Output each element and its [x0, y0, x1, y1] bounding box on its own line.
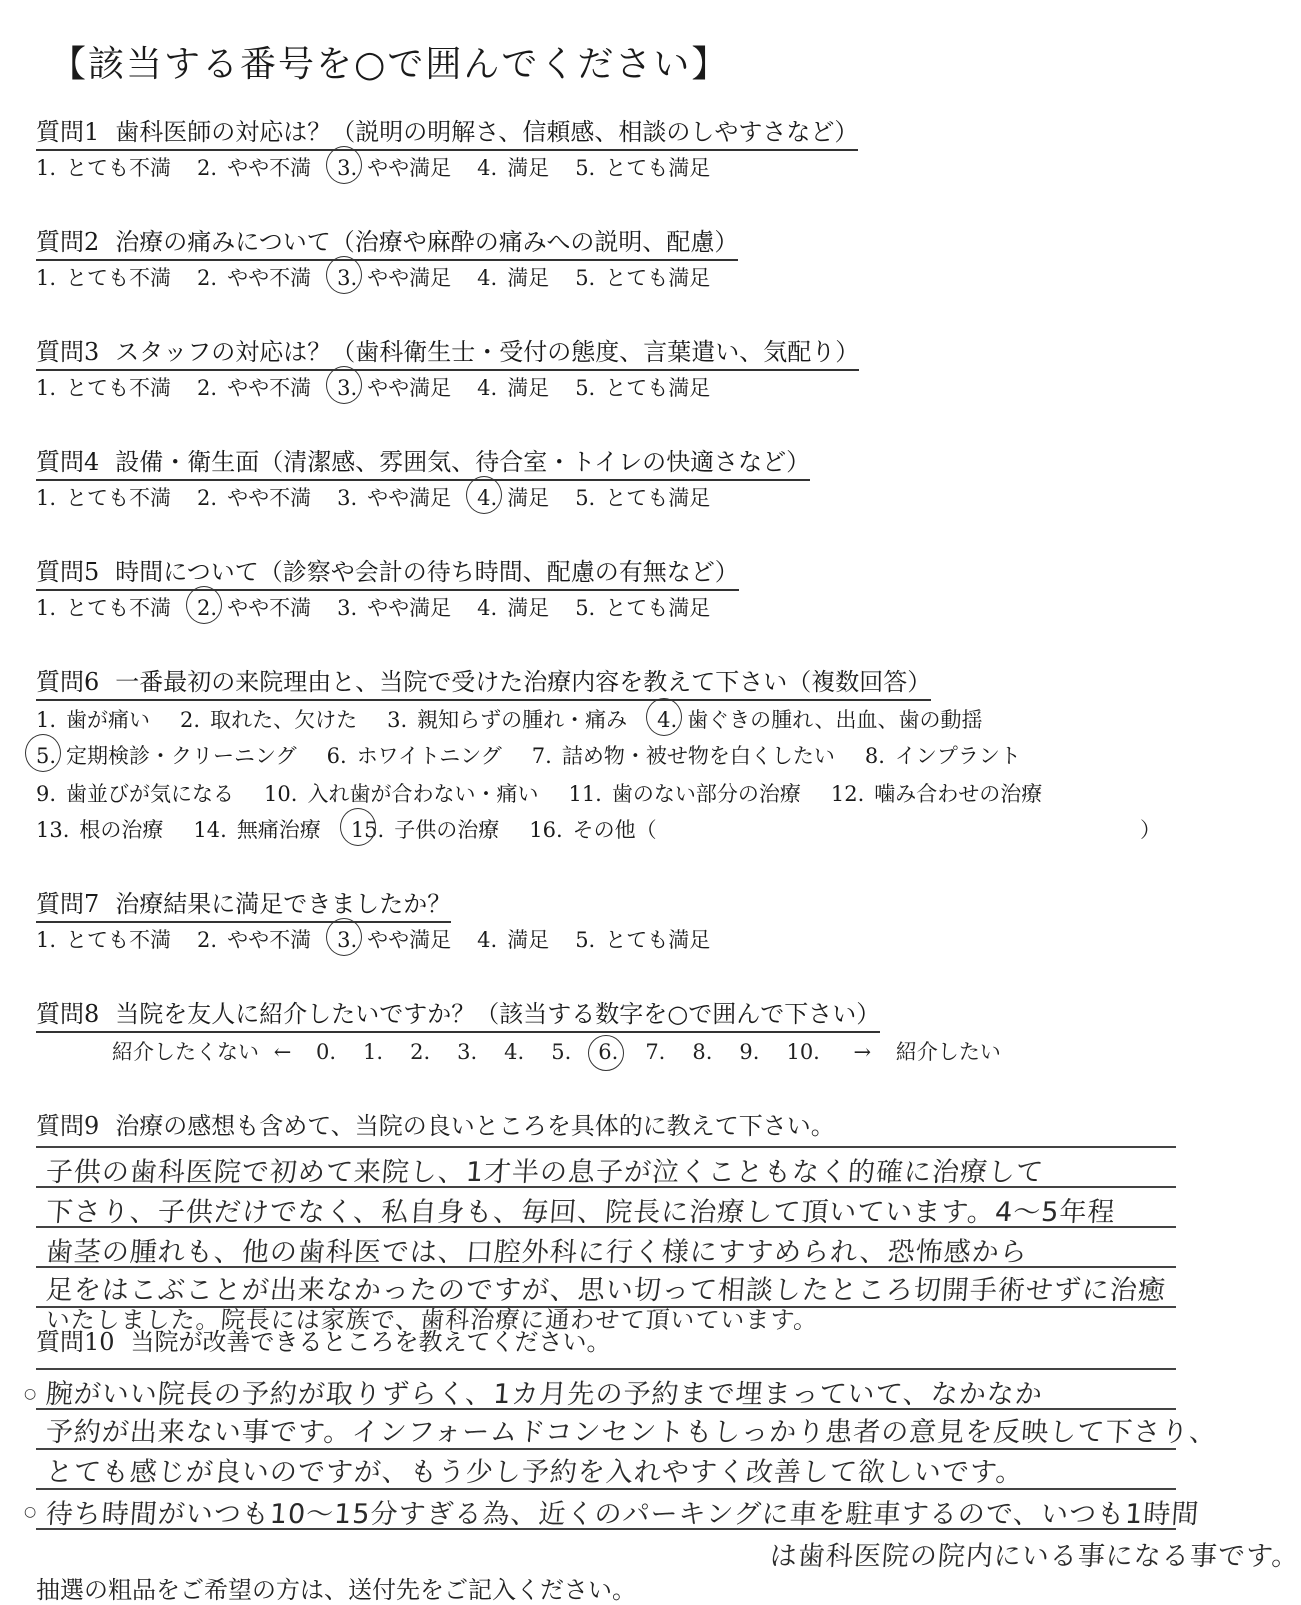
option-number: 4. [477, 596, 498, 620]
reason-option-10[interactable] [264, 778, 538, 808]
option-number: 5. [575, 376, 596, 400]
option-number: 10. [264, 782, 298, 806]
option-label: 根の治療 [79, 818, 164, 842]
question-text: 治療の感想も含めて、当院の良いところを具体的に教えて下さい。 [115, 1112, 835, 1140]
question-text: 時間について（診察や会計の待ち時間、配慮の有無など） [115, 558, 739, 586]
rating-option-4[interactable] [477, 262, 549, 292]
option-label: やや満足 [367, 376, 452, 400]
option-number: 1. [36, 486, 57, 510]
option-number: 3. [337, 596, 358, 620]
rating-option-5[interactable] [575, 592, 710, 622]
option-label: とても満足 [605, 928, 711, 952]
rating-option-3[interactable] [337, 924, 451, 954]
option-number: 1. [36, 708, 57, 732]
option-label: 満足 [507, 928, 550, 952]
option-label: 子供の治療 [394, 818, 500, 842]
option-label: とても不満 [66, 928, 172, 952]
q9-handwritten-line: 足をはこぶことが出来なかったのですが、思い切って相談したところ切開手術せずに治癒 [44, 1275, 1167, 1306]
reason-option-12[interactable] [831, 778, 1042, 808]
rating-option-3[interactable] [337, 262, 451, 292]
option-label: とても満足 [605, 376, 711, 400]
reason-option-14[interactable] [193, 814, 320, 844]
question-number: 質問2 [36, 228, 100, 256]
scale-number[interactable]: 10. [786, 1040, 820, 1064]
option-label: 歯並びが気になる [66, 782, 235, 806]
option-label: とても不満 [66, 596, 172, 620]
scale-left-label: 紹介したくない [112, 1040, 259, 1064]
scale-number[interactable]: 1. [363, 1040, 384, 1064]
option-number: 11. [568, 782, 602, 806]
scale-number[interactable]: 0. [315, 1040, 337, 1064]
scale-numbers [316, 1040, 847, 1064]
rating-option-2[interactable] [197, 924, 311, 954]
scale-right-label: 紹介したい [895, 1040, 1001, 1064]
rating-option-4[interactable] [477, 924, 549, 954]
option-label: 満足 [507, 266, 550, 290]
option-label: やや満足 [367, 486, 452, 510]
bullet-icon: ○ [24, 1386, 37, 1402]
q10-handwritten-line: は歯科医院の院内にいる事になる事です。 [768, 1541, 1301, 1572]
rating-option-4[interactable] [477, 592, 549, 622]
question-4-options [36, 482, 736, 512]
question-text: 一番最初の来院理由と、当院で受けた治療内容を教えて下さい（複数回答） [115, 668, 932, 696]
question-number: 質問6 [36, 668, 100, 696]
rating-option-1[interactable] [36, 592, 171, 622]
option-number: 2. [197, 928, 218, 952]
reason-option-1[interactable] [36, 704, 150, 734]
rating-option-4[interactable] [477, 482, 549, 512]
option-number: 1. [36, 156, 57, 180]
reason-option-11[interactable] [568, 778, 800, 808]
option-label: やや不満 [227, 156, 312, 180]
question-6-title [36, 662, 931, 701]
option-number: 4. [477, 156, 498, 180]
option-label: とても不満 [66, 156, 172, 180]
rating-option-2[interactable] [197, 152, 311, 182]
rating-option-1[interactable] [36, 924, 171, 954]
question-text: 歯科医師の対応は？（説明の明解さ、信頼感、相談のしやすさなど） [115, 118, 859, 146]
reason-option-15[interactable] [351, 814, 499, 844]
q10-handwritten-line: とても感じが良いのですが、もう少し予約を入れやすく改善して欲しいです。 [44, 1457, 1025, 1488]
scale-number[interactable]: 2. [410, 1040, 431, 1064]
question-number: 質問5 [36, 558, 100, 586]
option-number: 7. [531, 744, 552, 768]
scale-number[interactable]: 4. [504, 1040, 525, 1064]
scale-number[interactable]: 6. [598, 1040, 619, 1064]
rating-option-3[interactable] [337, 372, 451, 402]
option-number: 2. [197, 266, 218, 290]
instruction-header: 【該当する番号を○で囲んでください】 [50, 44, 730, 85]
option-number: 5. [575, 486, 596, 510]
question-number: 質問3 [36, 338, 100, 366]
option-label: 満足 [507, 486, 550, 510]
option-label: 詰め物・被せ物を白くしたい [561, 744, 835, 768]
option-number: 2. [197, 596, 218, 620]
answer-line [36, 1146, 1176, 1148]
rating-option-2[interactable] [197, 592, 311, 622]
option-label: 親知らずの腫れ・痛み [417, 708, 628, 732]
footer-instruction: 抽選の粗品をご希望の方は、送付先をご記入ください。 [36, 1576, 636, 1604]
option-label: 満足 [507, 596, 550, 620]
option-label: 無痛治療 [236, 818, 321, 842]
option-label: とても不満 [66, 376, 172, 400]
option-label: とても満足 [605, 156, 711, 180]
option-label: とても満足 [605, 266, 711, 290]
option-label: やや不満 [227, 596, 312, 620]
left-arrow-icon: ← [273, 1040, 292, 1064]
option-label: 定期検診・クリーニング [66, 744, 297, 768]
option-number: 3. [337, 928, 358, 952]
option-label: やや満足 [367, 928, 452, 952]
option-number: 5. [575, 156, 596, 180]
option-number: 1. [36, 928, 57, 952]
option-label: 満足 [507, 376, 550, 400]
q9-handwritten-line: 下さり、子供だけでなく、私自身も、毎回、院長に治療して頂いています。4～5年程 [44, 1197, 1117, 1228]
question-text: 治療結果に満足できましたか？ [115, 890, 452, 918]
q10-handwritten-line: 予約が出来ない事です。インフォームドコンセントもしっかり患者の意見を反映して下さり、 [44, 1417, 1219, 1448]
option-number: 5. [575, 928, 596, 952]
option-label: 歯ぐきの腫れ、出血、歯の動揺 [687, 708, 983, 732]
option-label: その他（ [572, 818, 657, 842]
question-1-options [36, 152, 736, 182]
question-number: 質問7 [36, 890, 100, 918]
option-number: 5. [36, 744, 57, 768]
rating-option-1[interactable] [36, 152, 171, 182]
rating-option-2[interactable] [197, 262, 311, 292]
question-number: 質問10 [36, 1328, 115, 1356]
option-number: 4. [477, 376, 498, 400]
reason-option-16[interactable] [529, 814, 656, 844]
answer-line [36, 1368, 1176, 1370]
question-text: 治療の痛みについて（治療や麻酔の痛みへの説明、配慮） [115, 228, 739, 256]
reason-option-3[interactable] [387, 704, 627, 734]
rating-option-1[interactable] [36, 262, 171, 292]
option-number: 3. [387, 708, 408, 732]
rating-option-5[interactable] [575, 372, 710, 402]
option-label: インプラント [894, 744, 1021, 768]
option-number: 2. [197, 156, 218, 180]
option-label: やや不満 [227, 266, 312, 290]
option-label: とても満足 [605, 596, 711, 620]
scale-number[interactable]: 8. [692, 1040, 713, 1064]
q10-handwritten-line: 腕がいい院長の予約が取りずらく、1カ月先の予約まで埋まっていて、なかなか [44, 1379, 1044, 1410]
question-6-options-row-1 [36, 704, 1012, 734]
question-3-title [36, 332, 859, 371]
option-number: 2. [197, 376, 218, 400]
option-number: 4. [477, 266, 498, 290]
option-number: 16. [529, 818, 563, 842]
reason-option-4[interactable] [657, 704, 982, 734]
question-1-title [36, 112, 858, 151]
question-2-title [36, 222, 738, 261]
question-text: 当院が改善できるところを教えてください。 [130, 1328, 611, 1356]
rating-option-3[interactable] [337, 592, 451, 622]
question-6-options-row-2 [36, 740, 1051, 770]
option-number: 12. [830, 782, 865, 806]
recommend-scale [112, 1036, 1001, 1066]
reason-option-7[interactable] [532, 740, 835, 770]
option-label: とても不満 [66, 266, 172, 290]
option-label: やや不満 [227, 928, 312, 952]
right-arrow-icon: → [853, 1040, 872, 1064]
option-number: 4. [477, 486, 498, 510]
option-label: 歯のない部分の治療 [611, 782, 801, 806]
rating-option-4[interactable] [477, 152, 549, 182]
rating-option-3[interactable] [337, 152, 451, 182]
option-number: 8. [864, 744, 885, 768]
question-2-options [36, 262, 736, 292]
q10-handwritten-line: 待ち時間がいつも10～15分すぎる為、近くのパーキングに車を駐車するので、いつも1時間 [44, 1499, 1201, 1530]
option-number: 9. [36, 782, 57, 806]
reason-option-6[interactable] [327, 740, 502, 770]
reason-option-5[interactable] [36, 740, 297, 770]
q9-handwritten-line: 子供の歯科医院で初めて来院し、1才半の息子が泣くこともなく的確に治療して [44, 1157, 1046, 1188]
rating-option-1[interactable] [36, 482, 171, 512]
question-5-options [36, 592, 736, 622]
option-number: 3. [337, 376, 358, 400]
question-10-title [36, 1322, 611, 1357]
question-text: スタッフの対応は？（歯科衛生士・受付の態度、言葉遣い、気配り） [115, 338, 860, 366]
question-8-title [36, 994, 880, 1033]
option-label: やや満足 [367, 156, 452, 180]
option-label: ホワイトニング [356, 744, 502, 768]
rating-option-2[interactable] [197, 372, 311, 402]
option-label: 噛み合わせの治療 [874, 782, 1043, 806]
q9-handwritten-line: 歯茎の腫れも、他の歯科医では、口腔外科に行く様にすすめられ、恐怖感から [44, 1237, 1029, 1268]
bullet-icon: ○ [24, 1504, 37, 1520]
option-label: 取れた、欠けた [210, 708, 358, 732]
option-number: 1. [36, 376, 57, 400]
option-label: 満足 [507, 156, 550, 180]
scale-number[interactable]: 5. [551, 1040, 572, 1064]
option-label: やや満足 [367, 596, 452, 620]
scale-number[interactable]: 3. [457, 1040, 478, 1064]
question-6-options-row-3 [36, 778, 1072, 808]
option-label: とても満足 [605, 486, 711, 510]
question-number: 質問4 [36, 448, 100, 476]
option-label: やや不満 [227, 376, 312, 400]
q9-handwritten-line: いたしました。院長には家族で、歯科治療に通わせて頂いています。 [44, 1306, 820, 1334]
question-4-title [36, 442, 810, 481]
reason-option-13[interactable] [36, 814, 163, 844]
rating-option-5[interactable] [575, 262, 710, 292]
option-number: 5. [575, 266, 596, 290]
option-label: 歯が痛い [66, 708, 151, 732]
question-text: 当院を友人に紹介したいですか？（該当する数字を○で囲んで下さい） [115, 1000, 881, 1028]
option-label: とても不満 [66, 486, 172, 510]
option-number: 6. [326, 744, 347, 768]
reason-option-2[interactable] [180, 704, 357, 734]
option-number: 1. [36, 266, 57, 290]
question-6-options-row-4 [36, 814, 687, 844]
question-7-title [36, 884, 451, 923]
scale-number[interactable]: 9. [739, 1040, 760, 1064]
option-number: 1. [36, 596, 57, 620]
option-number: 13. [36, 818, 70, 842]
scale-number[interactable]: 7. [645, 1040, 666, 1064]
question-3-options [36, 372, 736, 402]
reason-option-8[interactable] [865, 740, 1021, 770]
question-text: 設備・衛生面（清潔感、雰囲気、待合室・トイレの快適さなど） [115, 448, 811, 476]
rating-option-5[interactable] [575, 482, 710, 512]
option-number: 4. [657, 708, 678, 732]
option-number: 2. [180, 708, 201, 732]
question-number: 質問8 [36, 1000, 100, 1028]
rating-option-5[interactable] [575, 924, 710, 954]
rating-option-1[interactable] [36, 372, 171, 402]
option-number: 3. [337, 156, 358, 180]
option-label: やや不満 [227, 486, 312, 510]
rating-option-4[interactable] [477, 372, 549, 402]
question-5-title [36, 552, 739, 591]
rating-option-2[interactable] [197, 482, 311, 512]
rating-option-5[interactable] [575, 152, 710, 182]
option-number: 3. [337, 486, 358, 510]
option-number: 2. [197, 486, 218, 510]
question-9-title [36, 1106, 835, 1141]
option-number: 3. [337, 266, 358, 290]
option-label: やや満足 [367, 266, 452, 290]
option-number: 5. [575, 596, 596, 620]
option-number: 14. [193, 818, 227, 842]
other-paren-close: ） [1140, 818, 1161, 842]
rating-option-3[interactable] [337, 482, 451, 512]
option-number: 15. [350, 818, 385, 842]
question-number: 質問1 [36, 118, 100, 146]
question-number: 質問9 [36, 1112, 100, 1140]
option-label: 入れ歯が合わない・痛い [307, 782, 539, 806]
question-7-options [36, 924, 736, 954]
option-number: 4. [477, 928, 498, 952]
reason-option-9[interactable] [36, 778, 234, 808]
